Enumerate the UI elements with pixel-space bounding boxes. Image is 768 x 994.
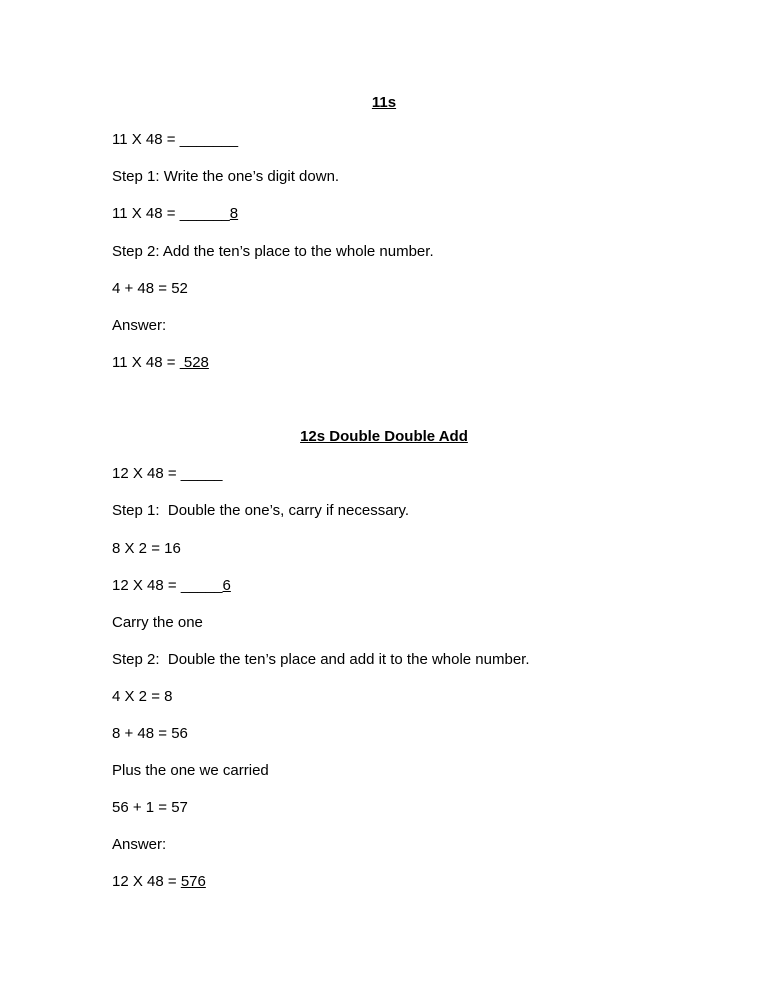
step1-result-digit: 8: [229, 205, 239, 222]
answer-11s: [112, 354, 209, 372]
step2-calc-b-12s: 8 + 48 = 56: [112, 725, 188, 742]
answer-prefix: 11 X 48 =: [112, 354, 180, 371]
problem-11s: 11 X 48 = _______: [112, 131, 239, 148]
problem-12s: 12 X 48 = _____: [112, 465, 223, 482]
step1-result-11s: [112, 205, 238, 223]
answer-12s: [112, 873, 206, 891]
step1-result-12s: [112, 577, 231, 595]
step1-result-prefix: 12 X 48 =: [112, 577, 181, 594]
plus-note-12s: Plus the one we carried: [112, 762, 269, 779]
step1-calc-12s: 8 X 2 = 16: [112, 540, 181, 557]
step1-11s: Step 1: Write the one’s digit down.: [112, 168, 340, 185]
answer-value: 576: [180, 873, 206, 890]
section-title-12s: 12s Double Double Add: [300, 428, 468, 445]
step1-result-blank: ______: [179, 205, 230, 222]
step2-11s: Step 2: Add the ten’s place to the whole number.: [112, 243, 434, 260]
answer-label-12s: Answer:: [112, 836, 167, 853]
carry-note-12s: Carry the one: [112, 614, 203, 631]
step1-result-blank: _____: [180, 577, 223, 594]
step2-calc-11s: 4 + 48 = 52: [112, 280, 188, 297]
section-title-11s: 11s: [371, 94, 397, 111]
step2-calc-a-12s: 4 X 2 = 8: [112, 688, 173, 705]
step1-result-digit: 6: [222, 577, 231, 594]
step1-12s: Step 1: Double the one’s, carry if necessary.: [112, 502, 410, 519]
final-calc-12s: 56 + 1 = 57: [112, 799, 188, 816]
step2-12s: Step 2: Double the ten’s place and add it to the whole number.: [112, 651, 530, 668]
answer-value: 528: [179, 354, 209, 371]
answer-label-11s: Answer:: [112, 317, 167, 334]
step1-result-prefix: 11 X 48 =: [112, 205, 180, 222]
answer-prefix: 12 X 48 =: [112, 873, 181, 890]
